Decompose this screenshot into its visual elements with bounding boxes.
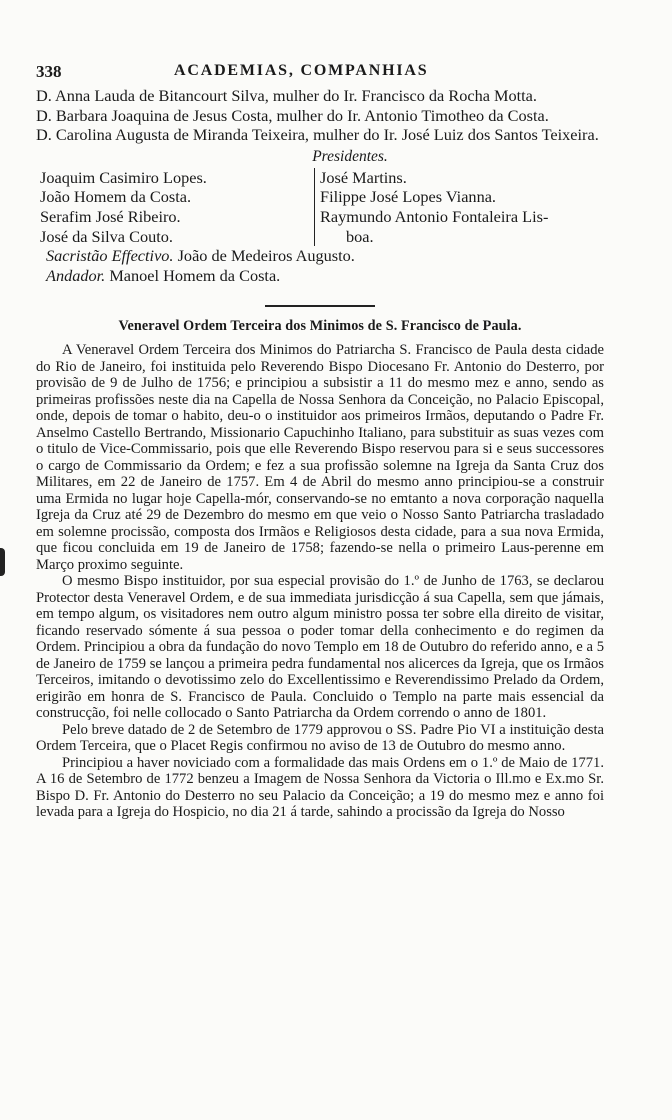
body-paragraph: O mesmo Bispo instituidor, por sua especial provisão do 1.º de Junho de 1763, se declarou Protector desta Veneravel Ordem, e de sua immediata jurisdicção á sua Capella, sem que jámais, em tempo algum, os visitadores nem outro algum ministro possa ter sobre ella direito de visitar, ficando reservado sómente á sua pessoa o poder tomar della conhecimento e do regimen da Ordem. Principiou a obra da fundação do novo Templo em 18 de Outubro do referido anno, e a 5 de Janeiro de 1759 se lançou a primeira pedra fundamental nos alicerces da Igreja, que os Irmãos Terceiros, imitando o devotissimo zelo do Excellentissimo e Reverendissimo Prelado da Ordem, erigirão em honra de S. Francisco de Paula. Concluido o Templo na parte mais essencial da construcção, foi nelle collocado o Santo Patriarcha da Ordem correndo o anno de 1801. [36, 573, 604, 722]
sacristan-name: João de Medeiros Augusto. [177, 246, 355, 266]
running-title: ACADEMIAS, COMPANHIAS [174, 62, 429, 79]
president-name: João Homem da Costa. [40, 187, 192, 207]
section-divider [265, 305, 375, 307]
presidents-right-column [314, 168, 604, 246]
president-name: Joaquim Casimiro Lopes. [40, 167, 207, 187]
usher-role: Andador. [46, 265, 106, 285]
body-paragraph: A Veneravel Ordem Terceira dos Minimos do Patriarcha S. Francisco de Paula desta cidade do Rio de Janeiro, foi instituida pelo Reverendo Bispo Diocesano Fr. Antonio do Desterro, por provisão de 9 de Julho de 1756; e principiou a subsistir a 11 do mesmo mez e anno, sendo as primeiras profissões neste dia na Capella de Nossa Senhora da Conceição, no Palacio Episcopal, onde, depois de tomar o habito, deu-o o instituidor aos primeiros Irmãos, deputando o Padre Fr. Anselmo Castello Bertrando, Missionario Capuchinho Italiano, para substituir as suas vezes com o titulo de Vice-Commissario, pois que elle Reverendo Bispo reservou para si e seus successores o cargo de Commissario da Ordem; e fez a sua profissão solemne na Igreja da Santa Cruz dos Militares, em 22 de Janeiro de 1757. Em 4 de Abril do mesmo anno principiou-se a construir uma Ermida no lugar hoje Capella-mór, conservando-se no emtanto a nova corporação naquella Igreja da Cruz até 29 de Dezembro do mesmo em que veio o Nosso Santo Patriarcha trasladado em solemne procissão, composta dos Irmãos e Religiosos desta cidade, para a sua nova Ermida, que ficou concluida em 19 de Janeiro de 1758; fazendo-se nella o primeiro Laus-perenne em Março proximo seguinte. [36, 342, 604, 573]
usher-name: Manoel Homem da Costa. [109, 265, 281, 285]
presidents-list [36, 168, 604, 246]
page-header [36, 52, 604, 86]
member-entry: D. Carolina Augusta de Miranda Teixeira, mulher do Ir. José Luiz dos Santos Teixeira. [36, 125, 599, 145]
body-paragraph: Principiou a haver noviciado com a formalidade das mais Ordens em o 1.º de Maio de 1771. A 16 de Setembro de 1772 benzeu a Imagem de Nossa Senhora da Victoria o Ill.mo e Ex.mo Sr. Bispo D. Fr. Antonio do Desterro no seu Palacio da Conceição; a 19 do mesmo mez e anno foi levada para a Igreja do Hospicio, no dia 21 á tarde, sahindo a procissão da Igreja do Nosso [36, 754, 604, 821]
staff-line-sacristan [36, 246, 604, 266]
member-entry: D. Barbara Joaquina de Jesus Costa, mulher do Ir. Antonio Timotheo da Costa. [36, 105, 549, 125]
section-title: Veneravel Ordem Terceira dos Minimos de S. Francisco de Paula. [118, 318, 522, 335]
president-name: José Martins. [320, 167, 407, 187]
presidents-left-column [40, 168, 314, 246]
page-edge-mark [0, 548, 5, 576]
body-paragraph: Pelo breve datado de 2 de Setembro de 1779 approvou o SS. Padre Pio VI a instituição desta Ordem Terceira, que o Placet Regis confirmou no aviso de 13 de Outubro do mesmo anno. [36, 721, 604, 755]
president-name: Serafim José Ribeiro. [40, 206, 181, 226]
sacristan-role: Sacristão Effectivo. [46, 246, 174, 266]
president-name: Filippe José Lopes Vianna. [320, 187, 497, 207]
president-name: José da Silva Couto. [40, 226, 173, 246]
member-entry: D. Anna Lauda de Bitancourt Silva, mulher do Ir. Francisco da Rocha Motta. [36, 86, 537, 105]
presidents-heading: Presidentes. [312, 147, 388, 165]
staff-line-usher [36, 266, 604, 286]
page-number: 338 [36, 62, 62, 81]
president-name-continued: boa. [346, 226, 374, 246]
document-page [36, 52, 604, 821]
president-name: Raymundo Antonio Fontaleira Lis- [320, 206, 549, 226]
